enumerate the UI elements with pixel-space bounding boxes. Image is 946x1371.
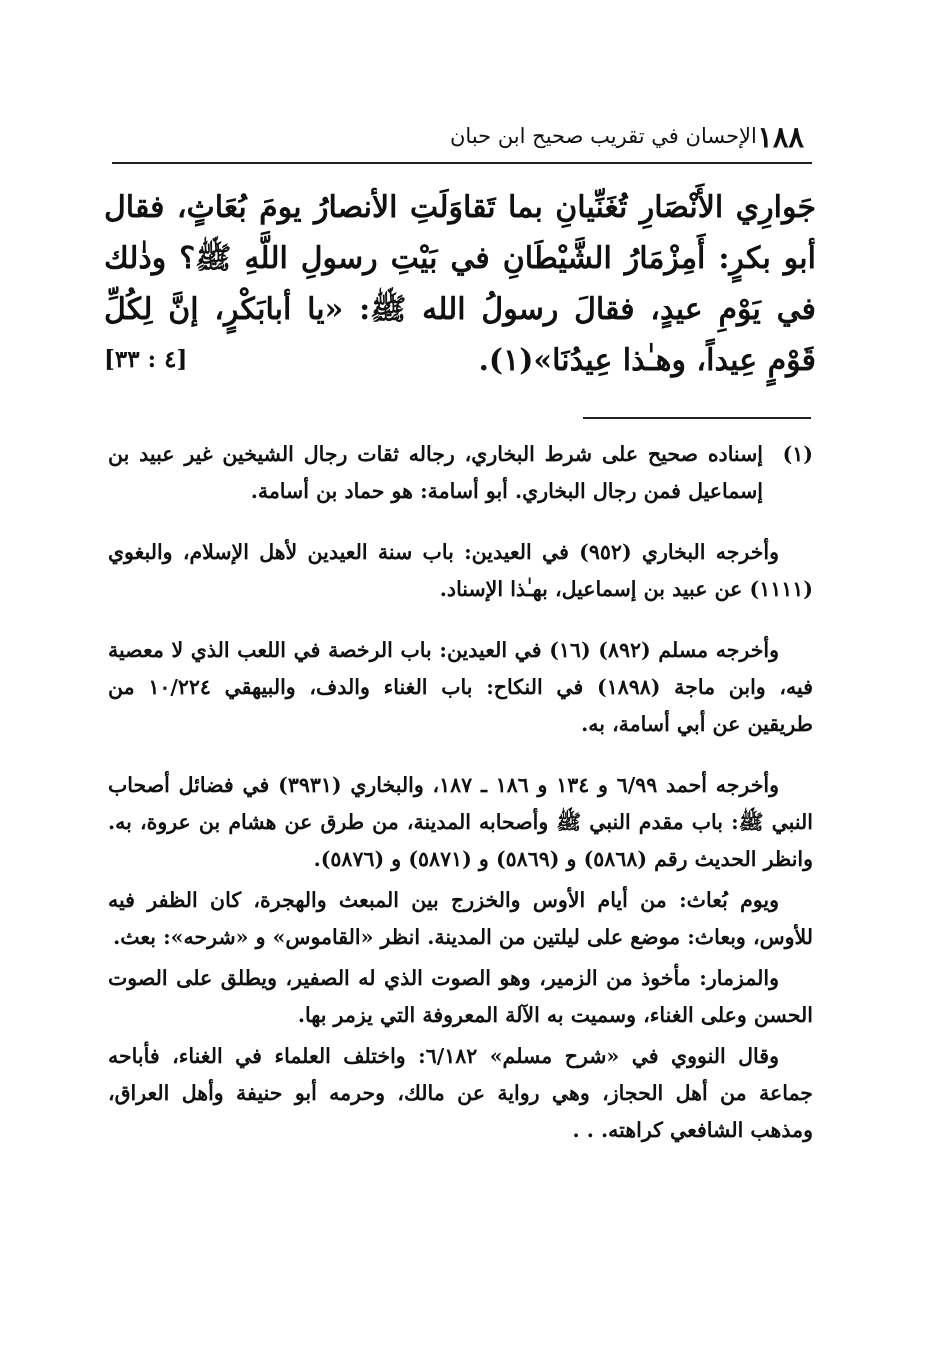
hadith-paragraph: جَوارِي الأَنْصَارِ تُغَنِّيانِ بما تَقاوَلَتِ الأنصارُ يومَ بُعَاثٍ، فقال أبو بكرٍ: أَمِزْمَارُ الشَّيْطَانِ في بَيْتِ رسولِ اللَّهِ ﷺ؟ وذٰلك في يَوْمِ عيدٍ، فقالَ رسولُ الله ﷺ: «يا أبابَكْرٍ، إنَّ لِكُلِّ قَوْمٍ عِيداً، وهـٰذا عِيدُنَا»(١). bbox=[104, 190, 816, 378]
footnote-paragraph: وأخرجه مسلم (٨٩٢) (١٦) في العيدين: باب الرخصة في اللعب الذي لا معصية فيه، وابن ماجة (١٨٩٨) في النكاح: باب الغناء والدف، والبيهقي ١٠/٢٢٤ من طريقين عن أبي أسامة، به. bbox=[108, 638, 814, 736]
footnote-paragraph: وقال النووي في «شرح مسلم» ٦/١٨٢: واختلف العلماء في الغناء، فأباحه جماعة من أهل الحجاز، وهي رواية عن مالك، وحرمه أبو حنيفة وأهل العراق، ومذهب الشافعي كراهته. . . bbox=[108, 1044, 813, 1142]
running-title: الإحسان في تقريب صحيح ابن حبان bbox=[450, 124, 757, 148]
footnote-number: (١) bbox=[782, 442, 813, 466]
footnote-paragraph: ويوم بُعاث: من أيام الأوس والخزرج بين المبعث والهجرة، كان الظفر فيه للأوس، وبعاث: موضع على ليلتين من المدينة. انظر «القاموس» و «شرحه»: بعث. bbox=[108, 888, 813, 949]
footnote-divider bbox=[583, 417, 811, 419]
footnote-paragraph: وأخرجه أحمد ٦/٩٩ و ١٣٤ و ١٨٦ ـ ١٨٧، والبخاري (٣٩٣١) في فضائل أصحاب النبي ﷺ: باب مقدم النبي ﷺ وأصحابه المدينة، من طرق عن هشام بن عروة، به. وانظر الحديث رقم (٥٨٦٨) و (٥٨٦٩) و (٥٨٧١) و (٥٨٧٦). bbox=[108, 773, 813, 871]
footnote-paragraph: وأخرجه البخاري (٩٥٢) في العيدين: باب سنة العيدين لأهل الإسلام، والبغوي (١١١١) عن عبيد بن إسماعيل، بهـٰذا الإسناد. bbox=[108, 540, 813, 601]
footnote-paragraph bbox=[108, 436, 813, 510]
page-number: ١٨٨ bbox=[757, 120, 804, 154]
header-divider bbox=[112, 162, 812, 164]
footnotes-section bbox=[108, 436, 813, 1149]
hadith-text bbox=[104, 182, 816, 386]
footnote-text: إسناده صحيح على شرط البخاري، رجاله ثقات رجال الشيخين غير عبيد بن إسماعيل فمن رجال البخاري. أبو أسامة: هو حماد بن أسامة. bbox=[108, 442, 763, 503]
hadith-reference: [٤ : ٣٣] bbox=[104, 346, 188, 373]
page-header bbox=[112, 118, 812, 154]
footnote-paragraph: والمزمار: مأخوذ من الزمير، وهو الصوت الذي له الصفير، ويطلق على الصوت الحسن وعلى الغناء، وسميت به الآلة المعروفة التي يزمر بها. bbox=[108, 966, 813, 1027]
